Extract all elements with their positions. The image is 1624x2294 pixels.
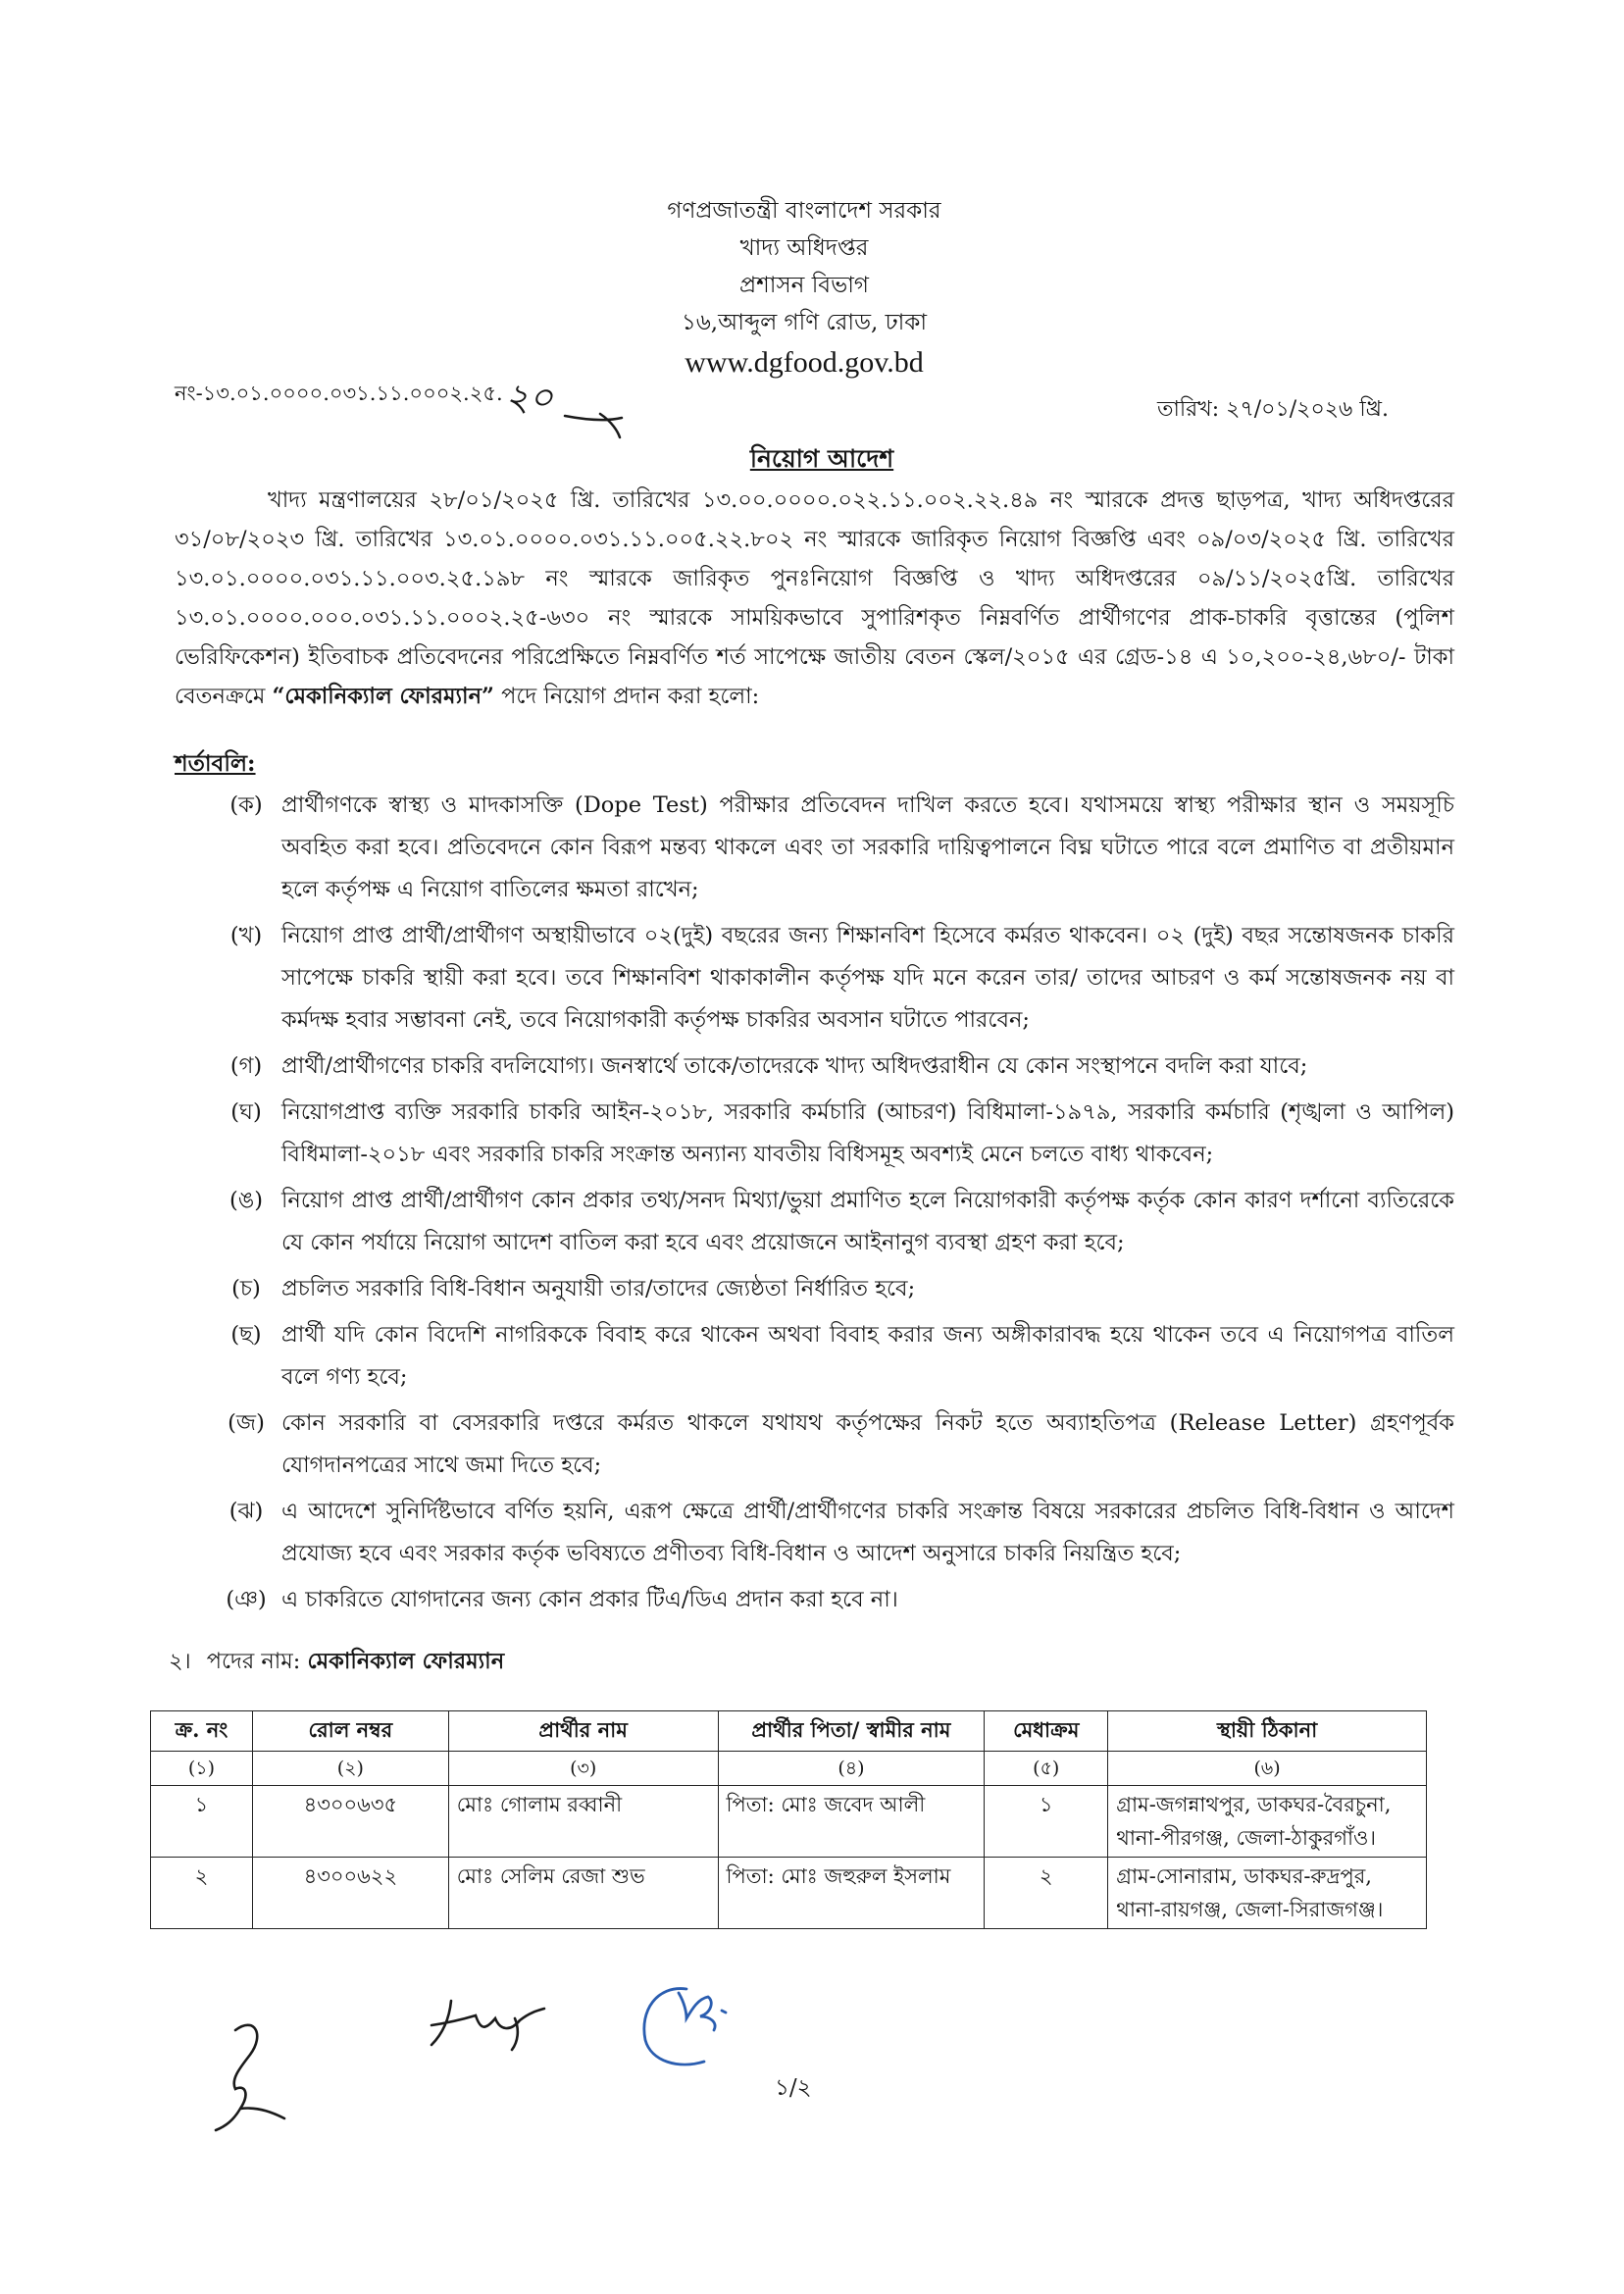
post-name-line — [169, 1644, 504, 1681]
name-cell: মোঃ সেলিম রেজা শুভ — [448, 1858, 718, 1929]
condition-label: (চ) — [231, 1276, 261, 1301]
name-cell: মোঃ গোলাম রব্বানী — [448, 1786, 718, 1858]
column-number: (১) — [151, 1752, 253, 1786]
condition-item — [211, 1045, 1454, 1088]
signature-2 — [422, 1991, 559, 2060]
signature-1 — [196, 2011, 304, 2138]
merit-cell: ২ — [985, 1858, 1108, 1929]
address-cell: গ্রাম-জগন্নাথপুর, ডাকঘর-বৈরচুনা, থানা-পীরগঞ্জ, জেলা-ঠাকুরগাঁও। — [1108, 1786, 1427, 1858]
serial-cell: ১ — [151, 1786, 253, 1858]
condition-label: (ঝ) — [228, 1499, 264, 1524]
condition-text: নিয়োগ প্রাপ্ত প্রার্থী/প্রার্থীগণ কোন প্রকার তথ্য/সনদ মিথ্যা/ভুয়া প্রমাণিত হলে নিয়োগকারী কর্তৃপক্ষ কর্তৃক কোন কারণ দর্শানো ব্যতিরেকে যে কোন পর্যায়ে নিয়োগ আদেশ বাতিল করা হবে এবং প্রয়োজনে আইনানুগ ব্যবস্থা গ্রহণ করা হবে; — [281, 1188, 1454, 1255]
signature-3 — [628, 1971, 745, 2079]
government-name: গণপ্রজাতন্ত্রী বাংলাদেশ সরকার — [667, 198, 941, 224]
office-address: ১৬,আব্দুল গণি রোড, ঢাকা — [681, 310, 928, 335]
condition-text: প্রার্থী/প্রার্থীগণের চাকরি বদলিযোগ্য। জনস্বার্থে তাকে/তাদেরকে খাদ্য অধিদপ্তরাধীন যে কোন সংস্থাপনে বদলি করা যাবে; — [281, 1053, 1308, 1079]
conditions-heading: শর্তাবলি: — [175, 750, 256, 777]
condition-text: নিয়োগপ্রাপ্ত ব্যক্তি সরকারি চাকরি আইন-২০১৮, সরকারি কর্মচারি (আচরণ) বিধিমালা-১৯৭৯, সরকারি কর্মচারি (শৃঙ্খলা ও আপিল) বিধিমালা-২০১৮ এবং সরকারি চাকরি সংক্রান্ত অন্যান্য যাবতীয় বিধিসমূহ অবশ্যই মেনে চলতে বাধ্য থাকবেন; — [281, 1099, 1454, 1167]
condition-label: (জ) — [228, 1410, 265, 1436]
memo-number — [175, 376, 554, 419]
address-cell: গ্রাম-সোনারাম, ডাকঘর-রুদ্রপুর, থানা-রায়গঞ্জ, জেলা-সিরাজগঞ্জ। — [1108, 1858, 1427, 1929]
table-row — [151, 1858, 1427, 1929]
column-header: স্থায়ী ঠিকানা — [1108, 1711, 1427, 1752]
column-number: (৪) — [718, 1752, 985, 1786]
column-number-row — [151, 1752, 1427, 1786]
candidates-table — [150, 1710, 1427, 1929]
issue-date: তারিখ: ২৭/০১/২০২৬ খ্রি. — [1157, 397, 1390, 422]
column-number: (৬) — [1108, 1752, 1427, 1786]
condition-item — [211, 1092, 1454, 1176]
document-title: নিয়োগ আদেশ — [749, 444, 894, 473]
intro-tail: পদে নিয়োগ প্রদান করা হলো: — [493, 684, 760, 709]
father-cell: পিতা: মোঃ জহুরুল ইসলাম — [718, 1858, 985, 1929]
column-number: (৫) — [985, 1752, 1108, 1786]
condition-label: (খ) — [229, 923, 263, 948]
condition-item — [211, 1579, 1454, 1621]
condition-label: (ক) — [229, 792, 263, 818]
column-header: ক্র. নং — [151, 1711, 253, 1752]
column-number: (৩) — [448, 1752, 718, 1786]
column-header: মেধাক্রম — [985, 1711, 1108, 1752]
letterhead — [549, 192, 1059, 384]
post-name: মেকানিক্যাল ফোরম্যান — [307, 1649, 505, 1674]
condition-label: (গ) — [229, 1053, 263, 1079]
division-name: প্রশাসন বিভাগ — [739, 273, 869, 298]
condition-item — [211, 1180, 1454, 1264]
handwritten-underline — [561, 404, 630, 443]
column-header: প্রার্থীর পিতা/ স্বামীর নাম — [718, 1711, 985, 1752]
directorate-name: খাদ্য অধিদপ্তর — [739, 235, 869, 261]
merit-cell: ১ — [985, 1786, 1108, 1858]
condition-item — [211, 1268, 1454, 1310]
column-number: (২) — [252, 1752, 448, 1786]
column-header: রোল নম্বর — [252, 1711, 448, 1752]
condition-item — [211, 785, 1454, 911]
page-number: ১/২ — [775, 2075, 812, 2101]
table-header-row — [151, 1711, 1427, 1752]
post-label: পদের নাম: — [206, 1649, 308, 1674]
section-number: ২। — [169, 1649, 191, 1674]
father-cell: পিতা: মোঃ জবেদ আলী — [718, 1786, 985, 1858]
condition-text: এ আদেশে সুনির্দিষ্টভাবে বর্ণিত হয়নি, এরূপ ক্ষেত্রে প্রার্থী/প্রার্থীগণের চাকরি সংক্রান্ত বিষয়ে সরকারের প্রচলিত বিধি-বিধান ও আদেশ প্রযোজ্য হবে এবং সরকার কর্তৃক ভবিষ্যতে প্রণীতব্য বিধি-বিধান ও আদেশ অনুসারে চাকরি নিয়ন্ত্রিত হবে; — [281, 1499, 1454, 1566]
website-link[interactable]: www.dgfood.gov.bd — [685, 346, 924, 379]
column-header: প্রার্থীর নাম — [448, 1711, 718, 1752]
table-row — [151, 1786, 1427, 1858]
condition-item — [211, 1402, 1454, 1487]
intro-post-name: “মেকানিক্যাল ফোরম্যান” — [272, 684, 494, 709]
condition-item — [211, 915, 1454, 1042]
intro-text: খাদ্য মন্ত্রণালয়ের ২৮/০১/২০২৫ খ্রি. তারিখের ১৩.০০.০০০০.০২২.১১.০০২.২২.৪৯ নং স্মারকে প্রদত্ত ছাড়পত্র, খাদ্য অধিদপ্তরের ৩১/০৮/২০২৩ খ্রি. তারিখের ১৩.০১.০০০০.০৩১.১১.০০৫.২২.৮০২ নং স্মারকে জারিকৃত নিয়োগ বিজ্ঞপ্তি এবং ০৯/০৩/২০২৫ খ্রি. তারিখের ১৩.০১.০০০০.০৩১.১১.০০৩.২৫.১৯৮ নং স্মারকে জারিকৃত পুনঃনিয়োগ বিজ্ঞপ্তি ও খাদ্য অধিদপ্তরের ০৯/১১/২০২৫খ্রি. তারিখের ১৩.০১.০০০০.০০০.০৩১.১১.০০০২.২৫-৬৩০ নং স্মারকে সাময়িকভাবে সুপারিশকৃত নিম্নবর্ণিত প্রার্থীগণের প্রাক-চাকরি বৃত্তান্তের (পুলিশ ভেরিফিকেশন) ইতিবাচক প্রতিবেদনের পরিপ্রেক্ষিতে নিম্নবর্ণিত শর্ত সাপেক্ষে জাতীয় বেতন স্কেল/২০১৫ এর গ্রেড-১৪ এ ১০,২০০-২৪,৬৮০/- টাকা বেতনক্রমে — [175, 487, 1454, 709]
condition-label: (ছ) — [230, 1322, 262, 1348]
roll-cell: ৪৩০০৬২২ — [252, 1858, 448, 1929]
condition-item — [211, 1491, 1454, 1575]
condition-label: (ঘ) — [230, 1099, 262, 1125]
condition-label: (ঞ) — [226, 1587, 267, 1612]
serial-cell: ২ — [151, 1858, 253, 1929]
condition-text: নিয়োগ প্রাপ্ত প্রার্থী/প্রার্থীগণ অস্থায়ীভাবে ০২(দুই) বছরের জন্য শিক্ষানবিশ হিসেবে কর্মরত থাকবেন। ০২ (দুই) বছর সন্তোষজনক চাকরি সাপেক্ষে চাকরি স্থায়ী করা হবে। তবে শিক্ষানবিশ থাকাকালীন কর্তৃপক্ষ যদি মনে করেন তার/ তাদের আচরণ ও কর্ম সন্তোষজনক নয় বা কর্মদক্ষ হবার সম্ভাবনা নেই, তবে নিয়োগকারী কর্তৃপক্ষ চাকরির অবসান ঘটাতে পারবেন; — [281, 923, 1454, 1033]
roll-cell: ৪৩০০৬৩৫ — [252, 1786, 448, 1858]
memo-number-handwritten: ২০ — [504, 376, 554, 419]
condition-label: (ঙ) — [228, 1188, 264, 1213]
conditions-list — [211, 785, 1454, 1625]
condition-text: প্রচলিত সরকারি বিধি-বিধান অনুযায়ী তার/তাদের জ্যেষ্ঠতা নির্ধারিত হবে; — [281, 1276, 916, 1301]
condition-text: প্রার্থী যদি কোন বিদেশি নাগরিককে বিবাহ করে থাকেন অথবা বিবাহ করার জন্য অঙ্গীকারাবদ্ধ হয়ে থাকেন তবে এ নিয়োগপত্র বাতিল বলে গণ্য হবে; — [281, 1322, 1454, 1390]
condition-text: কোন সরকারি বা বেসরকারি দপ্তরে কর্মরত থাকলে যথাযথ কর্তৃপক্ষের নিকট হতে অব্যাহতিপত্র (Release Letter) গ্রহণপূর্বক যোগদানপত্রের সাথে জমা দিতে হবে; — [281, 1410, 1454, 1478]
condition-text: এ চাকরিতে যোগদানের জন্য কোন প্রকার টিএ/ডিএ প্রদান করা হবে না। — [281, 1587, 898, 1612]
condition-text: প্রার্থীগণকে স্বাস্থ্য ও মাদকাসক্তি (Dope Test) পরীক্ষার প্রতিবেদন দাখিল করতে হবে। যথাসময়ে স্বাস্থ্য পরীক্ষার স্থান ও সময়সূচি অবহিত করা হবে। প্রতিবেদনে কোন বিরূপ মন্তব্য থাকলে এবং তা সরকারি দায়িত্বপালনে বিঘ্ন ঘটাতে পারে বলে প্রমাণিত বা প্রতীয়মান হলে কর্তৃপক্ষ এ নিয়োগ বাতিলের ক্ষমতা রাখেন; — [281, 792, 1454, 902]
condition-item — [211, 1314, 1454, 1399]
intro-paragraph — [175, 481, 1454, 716]
memo-number-text: নং-১৩.০১.০০০০.০৩১.১১.০০০২.২৫. — [175, 382, 503, 405]
